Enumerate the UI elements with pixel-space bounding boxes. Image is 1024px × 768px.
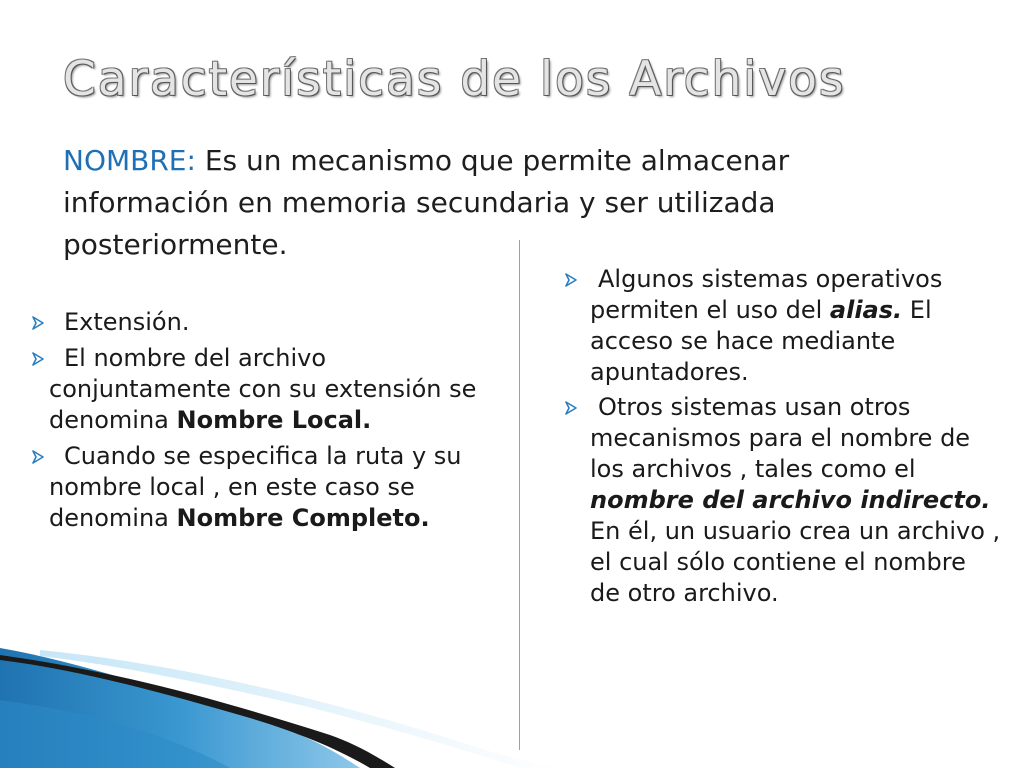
slide-title: Características de los Archivos (63, 52, 846, 107)
intro-text: Es un mecanismo que permite almacenar información en memoria secundaria y ser utilizada posteriormente. (63, 144, 790, 261)
bullet-emphasis: alias. (829, 296, 903, 324)
arrowhead-bullet-icon (565, 401, 577, 415)
list-item (30, 441, 500, 534)
bullet-text: Algunos sistemas operativos permiten el uso del (590, 265, 943, 324)
bullet-text-continued: El acceso se hace mediante apuntadores. (590, 296, 932, 386)
intro-paragraph (63, 140, 943, 266)
bullet-text: Cuando se especifica la ruta y su nombre local , en este caso se denomina (49, 442, 462, 532)
arrowhead-bullet-icon (565, 273, 577, 287)
intro-term: NOMBRE: (63, 144, 196, 177)
bullet-strong: Nombre Completo. (176, 504, 430, 532)
list-item (563, 392, 1003, 609)
list-item (563, 264, 1003, 388)
right-bullet-list (563, 264, 1003, 609)
list-item (30, 307, 500, 338)
arrowhead-bullet-icon (32, 352, 44, 366)
column-divider (519, 240, 520, 750)
bullet-text: Otros sistemas usan otros mecanismos para el nombre de los archivos , tales como el (590, 393, 971, 483)
bullet-strong: Nombre Local. (176, 406, 372, 434)
arrowhead-bullet-icon (32, 316, 44, 330)
left-bullet-list (30, 307, 500, 534)
bullet-text: El nombre del archivo conjuntamente con su extensión se denomina (49, 344, 477, 434)
list-item (30, 343, 500, 436)
bullet-emphasis: nombre del archivo indirecto. (590, 486, 991, 514)
bullet-text: Extensión. (64, 308, 190, 336)
bullet-text-continued: En él, un usuario crea un archivo , el cual sólo contiene el nombre de otro archivo. (590, 517, 1001, 607)
arrowhead-bullet-icon (32, 450, 44, 464)
